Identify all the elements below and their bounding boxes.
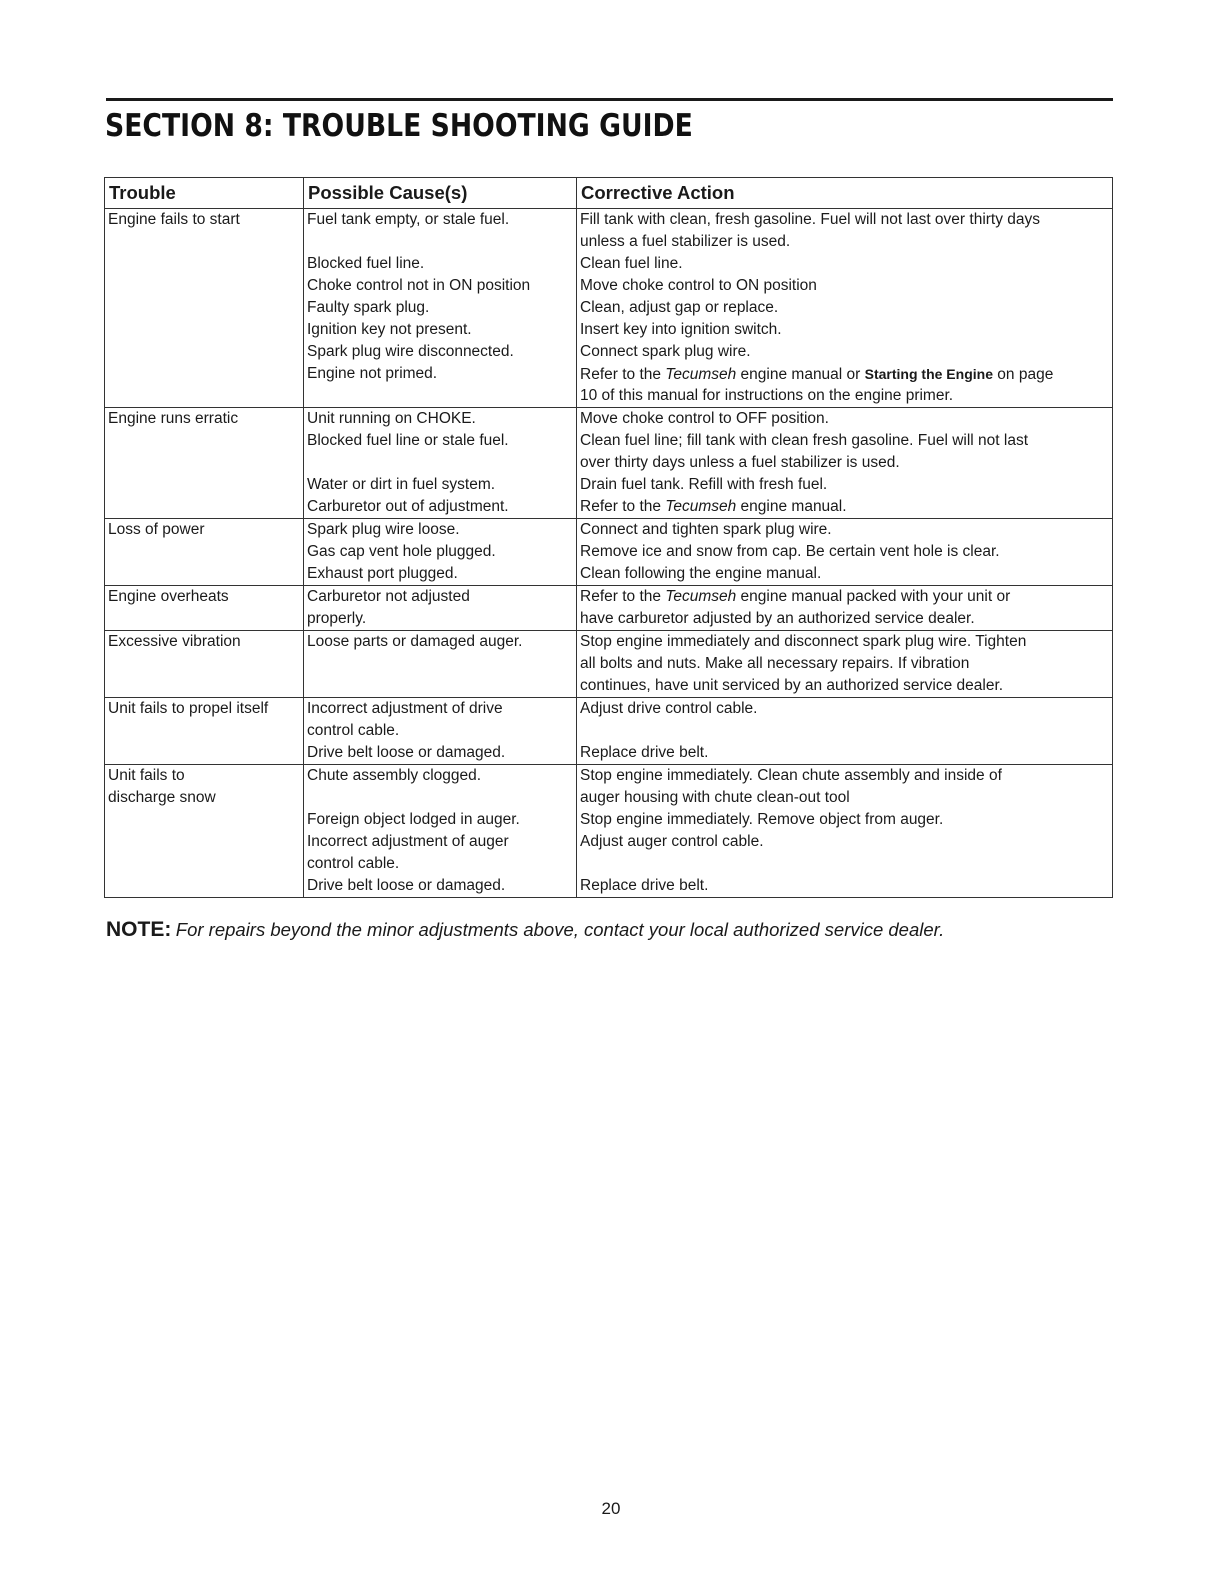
cell-line bbox=[307, 787, 574, 809]
action-cell bbox=[577, 519, 1113, 586]
cell-line: all bolts and nuts. Make all necessary repairs. If vibration bbox=[580, 655, 970, 672]
cell-line: Move choke control to ON position bbox=[580, 277, 817, 294]
cell-line bbox=[307, 231, 574, 253]
cause-cell bbox=[304, 631, 577, 698]
ref-text: on page bbox=[992, 366, 1054, 383]
header-corrective-action: Corrective Action bbox=[577, 178, 1113, 209]
cause-cell bbox=[304, 586, 577, 631]
ref-text: engine manual packed with your unit or bbox=[736, 588, 1011, 605]
trouble-cell bbox=[105, 586, 304, 631]
cell-line: Ignition key not present. bbox=[307, 321, 472, 338]
brand-name: Tecumseh bbox=[665, 588, 737, 605]
cell-line bbox=[307, 675, 574, 697]
reference-line bbox=[580, 363, 1110, 385]
ref-text: engine manual or bbox=[736, 366, 865, 383]
cell-line: Connect spark plug wire. bbox=[580, 343, 751, 360]
cell-line: Clean, adjust gap or replace. bbox=[580, 299, 779, 316]
cell-line: Spark plug wire loose. bbox=[307, 521, 460, 538]
cell-line: Blocked fuel line or stale fuel. bbox=[307, 432, 509, 449]
cell-line: Drain fuel tank. Refill with fresh fuel. bbox=[580, 476, 828, 493]
cell-line: Stop engine immediately. Remove object from auger. bbox=[580, 811, 944, 828]
action-cell bbox=[577, 631, 1113, 698]
starting-engine-reference: Starting the Engine bbox=[864, 366, 993, 382]
cell-line: over thirty days unless a fuel stabilizer is used. bbox=[580, 454, 900, 471]
section-title: SECTION 8: TROUBLE SHOOTING GUIDE bbox=[105, 108, 693, 144]
cell-line: Water or dirt in fuel system. bbox=[307, 476, 496, 493]
cell-line: Remove ice and snow from cap. Be certain vent hole is clear. bbox=[580, 543, 1000, 560]
cell-line: Incorrect adjustment of auger bbox=[307, 833, 509, 850]
trouble-cell bbox=[105, 408, 304, 519]
cause-cell bbox=[304, 519, 577, 586]
cell-line: Foreign object lodged in auger. bbox=[307, 811, 520, 828]
cell-line: Carburetor out of adjustment. bbox=[307, 498, 509, 515]
cell-line: Choke control not in ON position bbox=[307, 277, 531, 294]
reference-line bbox=[580, 586, 1110, 608]
cell-line bbox=[580, 720, 1110, 742]
ref-text: Refer to the bbox=[580, 588, 666, 605]
cell-line: Replace drive belt. bbox=[580, 744, 709, 761]
cell-line: Insert key into ignition switch. bbox=[580, 321, 782, 338]
cell-line: Incorrect adjustment of drive bbox=[307, 700, 503, 717]
brand-name: Tecumseh bbox=[665, 498, 737, 515]
cell-line: auger housing with chute clean-out tool bbox=[580, 789, 850, 806]
cell-line: Unit running on CHOKE. bbox=[307, 410, 476, 427]
action-cell bbox=[577, 765, 1113, 898]
cause-cell bbox=[304, 408, 577, 519]
table-row bbox=[105, 698, 1113, 765]
ref-text: Refer to the bbox=[580, 498, 666, 515]
cell-line: Gas cap vent hole plugged. bbox=[307, 543, 496, 560]
action-cell bbox=[577, 408, 1113, 519]
cell-line: Unit fails to bbox=[108, 767, 185, 784]
cell-line: Clean fuel line; fill tank with clean fresh gasoline. Fuel will not last bbox=[580, 432, 1029, 449]
cell-line: Loose parts or damaged auger. bbox=[307, 633, 523, 650]
cell-line bbox=[307, 653, 574, 675]
action-cell bbox=[577, 586, 1113, 631]
ref-text: engine manual. bbox=[736, 498, 847, 515]
cell-line: Engine runs erratic bbox=[108, 410, 239, 427]
cell-line: 10 of this manual for instructions on the engine primer. bbox=[580, 387, 954, 404]
cell-line: Spark plug wire disconnected. bbox=[307, 343, 514, 360]
cause-cell bbox=[304, 209, 577, 408]
table-row bbox=[105, 209, 1113, 408]
cell-line: Stop engine immediately and disconnect spark plug wire. Tighten bbox=[580, 633, 1027, 650]
cell-line bbox=[307, 452, 574, 474]
cell-line: Drive belt loose or damaged. bbox=[307, 744, 506, 761]
cell-line: Faulty spark plug. bbox=[307, 299, 430, 316]
trouble-cell bbox=[105, 519, 304, 586]
trouble-cell bbox=[105, 209, 304, 408]
note-text: For repairs beyond the minor adjustments above, contact your local authorized service dealer. bbox=[175, 919, 945, 940]
header-trouble: Trouble bbox=[105, 178, 304, 209]
cell-line: continues, have unit serviced by an authorized service dealer. bbox=[580, 677, 1004, 694]
cell-line: Stop engine immediately. Clean chute assembly and inside of bbox=[580, 767, 1002, 784]
cell-line: Engine fails to start bbox=[108, 211, 240, 228]
cell-line: Clean following the engine manual. bbox=[580, 565, 822, 582]
note-label: NOTE: bbox=[106, 918, 172, 941]
cell-line: Loss of power bbox=[108, 521, 205, 538]
cell-line: Unit fails to propel itself bbox=[108, 700, 269, 717]
cell-line: Carburetor not adjusted bbox=[307, 588, 470, 605]
cell-line: Fill tank with clean, fresh gasoline. Fuel will not last over thirty days bbox=[580, 211, 1041, 228]
cell-line: Fuel tank empty, or stale fuel. bbox=[307, 211, 510, 228]
note bbox=[106, 918, 944, 942]
trouble-cell bbox=[105, 765, 304, 898]
cell-line: Excessive vibration bbox=[108, 633, 241, 650]
cell-line: control cable. bbox=[307, 722, 400, 739]
cell-line: discharge snow bbox=[108, 789, 216, 806]
table-header-row bbox=[105, 178, 1113, 209]
reference-line bbox=[580, 496, 1110, 518]
table-row bbox=[105, 408, 1113, 519]
trouble-cell bbox=[105, 631, 304, 698]
trouble-cell bbox=[105, 698, 304, 765]
cause-cell bbox=[304, 698, 577, 765]
cell-line: Chute assembly clogged. bbox=[307, 767, 482, 784]
table-row bbox=[105, 519, 1113, 586]
cell-line: Engine overheats bbox=[108, 588, 229, 605]
cell-line: Replace drive belt. bbox=[580, 877, 709, 894]
cell-line: control cable. bbox=[307, 855, 400, 872]
cell-line: Connect and tighten spark plug wire. bbox=[580, 521, 832, 538]
table-row bbox=[105, 631, 1113, 698]
table-row bbox=[105, 765, 1113, 898]
cause-cell bbox=[304, 765, 577, 898]
page-number: 20 bbox=[601, 1499, 621, 1518]
cell-line: properly. bbox=[307, 610, 367, 627]
table-row bbox=[105, 586, 1113, 631]
cell-line: unless a fuel stabilizer is used. bbox=[580, 233, 791, 250]
cell-line: Clean fuel line. bbox=[580, 255, 683, 272]
cell-line: Engine not primed. bbox=[307, 365, 438, 382]
action-cell bbox=[577, 209, 1113, 408]
header-possible-causes: Possible Cause(s) bbox=[304, 178, 577, 209]
cell-line: Drive belt loose or damaged. bbox=[307, 877, 506, 894]
troubleshooting-table bbox=[104, 177, 1113, 898]
action-cell bbox=[577, 698, 1113, 765]
cell-line bbox=[307, 385, 574, 407]
cell-line: Adjust auger control cable. bbox=[580, 833, 764, 850]
brand-name: Tecumseh bbox=[665, 366, 737, 383]
cell-line: Move choke control to OFF position. bbox=[580, 410, 829, 427]
cell-line bbox=[580, 853, 1110, 875]
cell-line: have carburetor adjusted by an authorized service dealer. bbox=[580, 610, 975, 627]
cell-line: Exhaust port plugged. bbox=[307, 565, 458, 582]
cell-line: Blocked fuel line. bbox=[307, 255, 425, 272]
top-rule bbox=[106, 98, 1113, 101]
ref-text: Refer to the bbox=[580, 366, 666, 383]
cell-line: Adjust drive control cable. bbox=[580, 700, 758, 717]
